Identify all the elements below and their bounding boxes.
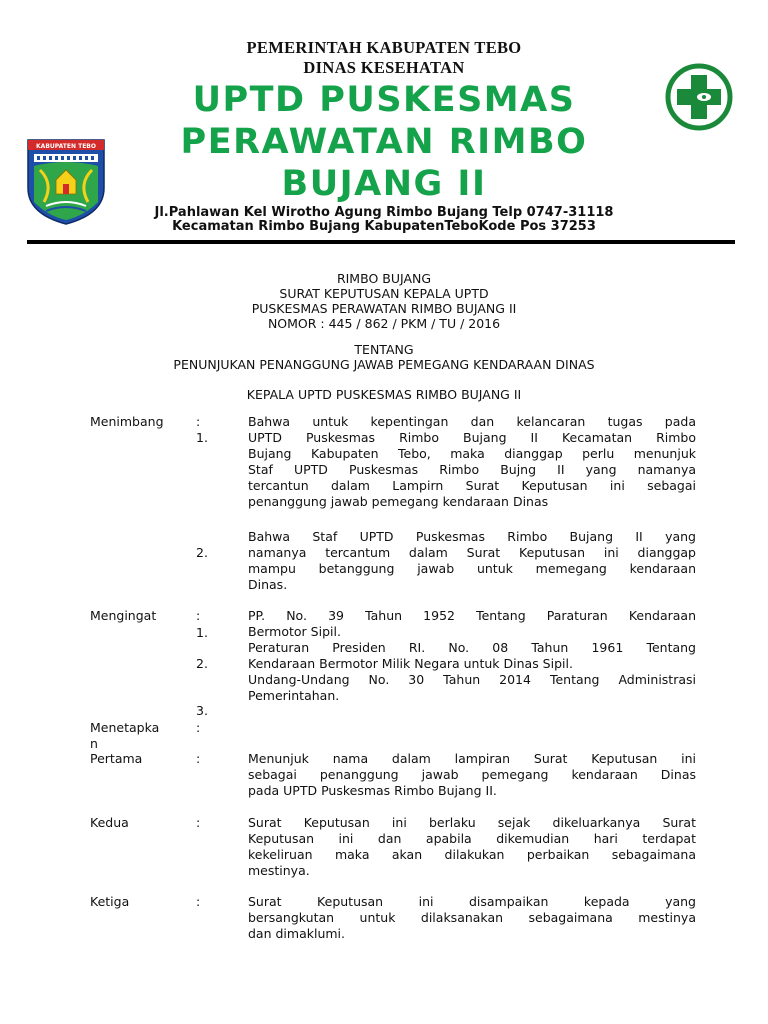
text-line: Bermotor Sipil. [248, 624, 341, 639]
pertama-text [248, 751, 696, 799]
kedua-colon: : [196, 815, 201, 830]
menimbang-colon: : [196, 414, 201, 429]
decree-about-label: TENTANG [354, 342, 414, 357]
text-line: mampu betanggung jawab untuk memegang kendaraan [248, 561, 696, 576]
text-line: Dinas. [248, 577, 288, 592]
mengingat-number-2: 2. [196, 656, 208, 671]
ketiga-label: Ketiga [90, 894, 130, 909]
text-line: dan dimaklumi. [248, 926, 345, 941]
decree-number: NOMOR : 445 / 862 / PKM / TU / 2016 [267, 316, 501, 331]
text-line: kekeliruan maka akan dilakukan perbaikan sebagaimana [248, 847, 696, 862]
pertama-colon: : [196, 751, 201, 766]
kedua-label: Kedua [90, 815, 129, 830]
menimbang-number-2: 2. [196, 545, 208, 560]
text-line: Staf UPTD Puskesmas Rimbo Bujng II yang namanya [248, 462, 696, 477]
text-line: Surat Keputusan ini berlaku sejak dikeluarkanya Surat [248, 815, 696, 830]
menetapkan-label-line1: Menetapka [90, 720, 160, 735]
text-line: Surat Keputusan ini disampaikan kepada yang [248, 894, 696, 909]
institution-title-line1: UPTD PUSKESMAS [192, 80, 576, 120]
ketiga-colon: : [196, 894, 201, 909]
text-line: Bujang Kabupaten Tebo, maka dianggap perlu menunjuk [248, 446, 696, 461]
department-name: DINAS KESEHATAN [303, 58, 465, 77]
menimbang-label: Menimbang [90, 414, 164, 429]
menimbang-item-2 [248, 529, 696, 593]
mengingat-number-1: 1. [196, 625, 208, 640]
pertama-label: Pertama [90, 751, 143, 766]
address-line2: Kecamatan Rimbo Bujang KabupatenTeboKode Pos 37253 [172, 219, 596, 234]
menimbang-item-1 [248, 414, 696, 510]
text-line: penanggung jawab pemegang kendaraan Dinas [248, 494, 549, 509]
text-line: sebagai penanggung jawab pemegang kendaraan Dinas [248, 767, 696, 782]
decree-heading-line2: PUSKESMAS PERAWATAN RIMBO BUJANG II [251, 301, 517, 316]
mengingat-label: Mengingat [90, 608, 157, 623]
letterhead-divider [27, 240, 735, 244]
crest-banner-text: KABUPATEN TEBO [36, 143, 96, 150]
menetapkan-label-line2: n [90, 736, 98, 751]
government-name: PEMERINTAH KABUPATEN TEBO [246, 38, 522, 57]
decree-authority: KEPALA UPTD PUSKESMAS RIMBO BUJANG II [246, 387, 522, 402]
regency-crest-logo [24, 136, 108, 226]
text-line: Bahwa Staf UPTD Puskesmas Rimbo Bujang II yang [248, 529, 696, 544]
text-line: bersangkutan untuk dilaksanakan sebagaimana mestinya [248, 910, 696, 925]
text-line: UPTD Puskesmas Rimbo Bujang II Kecamatan Rimbo [248, 430, 696, 445]
decree-heading-line1: SURAT KEPUTUSAN KEPALA UPTD [279, 286, 489, 301]
institution-title-line3: BUJANG II [281, 164, 487, 204]
kedua-text [248, 815, 696, 879]
text-line: Pemerintahan. [248, 688, 340, 703]
text-line: namanya tercantum dalam Surat Keputusan ini dianggap [248, 545, 696, 560]
text-line: Keputusan ini dan apabila dikemudian hari terdapat [248, 831, 696, 846]
decree-place: RIMBO BUJANG [336, 271, 432, 286]
text-line: tercantun dalam Lampirn Surat Keputusan ini sebagai [248, 478, 696, 493]
address-line1: Jl.Pahlawan Kel Wirotho Agung Rimbo Bujang Telp 0747-31118 [154, 205, 614, 220]
text-line: PP. No. 39 Tahun 1952 Tentang Paraturan Kendaraan [248, 608, 696, 623]
health-department-logo [657, 62, 741, 132]
institution-title-line2: PERAWATAN RIMBO [180, 122, 588, 162]
menetapkan-colon: : [196, 720, 201, 735]
text-line: Bahwa untuk kepentingan dan kelancaran tugas pada [248, 414, 696, 429]
text-line: Peraturan Presiden RI. No. 08 Tahun 1961 Tentang [248, 640, 696, 655]
mengingat-items [248, 608, 696, 704]
text-line: Menunjuk nama dalam lampiran Surat Keputusan ini [248, 751, 696, 766]
text-line: pada UPTD Puskesmas Rimbo Bujang II. [248, 783, 497, 798]
mengingat-colon: : [196, 608, 201, 623]
text-line: mestinya. [248, 863, 310, 878]
mengingat-number-3: 3. [196, 703, 208, 718]
menimbang-number-1: 1. [196, 430, 208, 445]
ketiga-text [248, 894, 696, 942]
text-line: Undang-Undang No. 30 Tahun 2014 Tentang Administrasi [248, 672, 696, 687]
text-line: Kendaraan Bermotor Milik Negara untuk Dinas Sipil. [248, 656, 573, 671]
decree-about-text: PENUNJUKAN PENANGGUNG JAWAB PEMEGANG KENDARAAN DINAS [173, 357, 595, 372]
